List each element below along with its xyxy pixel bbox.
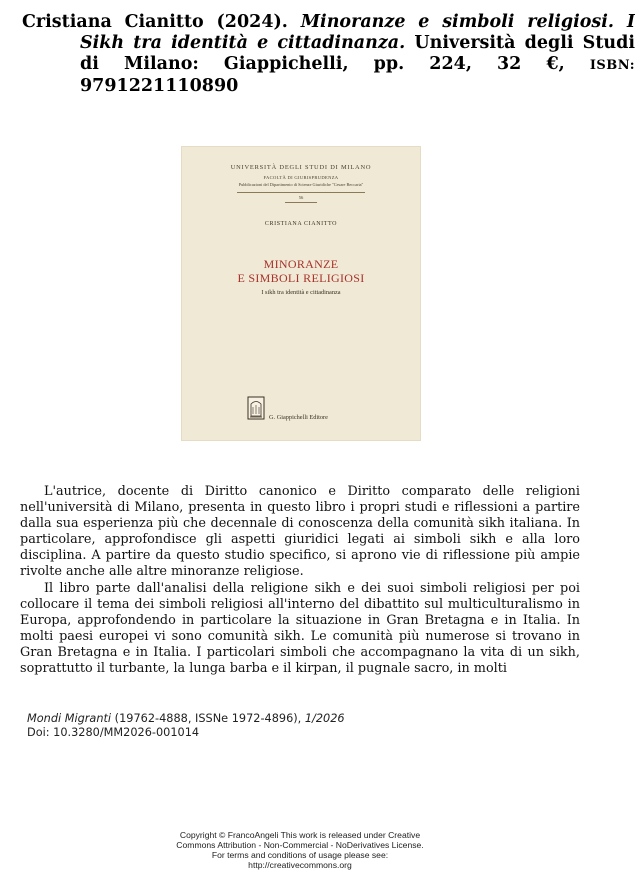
- review-heading: [22, 12, 635, 97]
- review-body: [20, 484, 580, 677]
- cover-faculty: FACOLTÀ DI GIURISPRUDENZA: [263, 175, 339, 180]
- heading-isbn-label: ISBN:: [589, 58, 635, 73]
- heading-book-title: Minoranze e simboli religiosi. I Sikh tra identità e cittadinanza.: [80, 12, 635, 53]
- journal-citation: [27, 712, 567, 740]
- cover-subtitle: I sikh tra identità e cittadinanza: [261, 289, 341, 296]
- copyright-notice: [100, 830, 500, 870]
- cover-title-line2: E SIMBOLI RELIGIOSI: [237, 271, 365, 285]
- cover-university: UNIVERSITÀ DEGLI STUDI DI MILANO: [230, 164, 372, 171]
- journal-issue: 1/2026: [304, 712, 345, 725]
- journal-doi: Doi: 10.3280/MM2026-001014: [27, 726, 200, 739]
- cover-author: CRISTIANA CIANITTO: [264, 221, 338, 227]
- body-paragraph-2: Il libro parte dall'analisi della religione sikh e dei suoi simboli religiosi per poi collocare il tema dei simboli religiosi all'interno del dibattito sul multiculturalismo in Europa, approfondendo in particolare la situazione in Gran Bretagna e in Italia. In molti paesi europei vi sono comunità sikh. Le comunità più numerose si trovano in Gran Bretagna e in Italia. I particolari simboli che accompagnano la vita di un sikh, soprattutto il turbante, la lunga barba e il kirpan, il pugnale sacro, in molti: [20, 580, 580, 677]
- heading-author-year: Cristiana Cianitto (2024).: [22, 12, 288, 32]
- cover-divider-short: [285, 202, 317, 203]
- cover-title-line1: MINORANZE: [263, 257, 339, 271]
- copyright-line-2: Commons Attribution - Non-Commercial - NoDerivatives License.: [176, 840, 424, 850]
- cover-series: Pubblicazioni del Dipartimento di Scienze Giuridiche "Cesare Beccaria": [238, 182, 364, 187]
- heading-publisher: Università degli Studi di Milano: Giappichelli, pp. 224, 32 €,: [80, 33, 635, 74]
- book-cover: [181, 146, 421, 441]
- cover-title: [181, 257, 421, 285]
- heading-isbn: 9791221110890: [80, 76, 239, 96]
- copyright-line-1: Copyright © FrancoAngeli This work is released under Creative: [179, 830, 421, 840]
- copyright-link[interactable]: http://creativecommons.org: [248, 860, 352, 870]
- journal-issn: (19762-4888, ISSNe 1972-4896),: [114, 712, 302, 725]
- journal-name: Mondi Migranti: [27, 712, 112, 725]
- publisher-logo-icon: [247, 396, 265, 420]
- cover-publisher: G. Giappichelli Editore: [269, 414, 328, 421]
- copyright-line-3: For terms and conditions of usage please see:: [211, 850, 389, 860]
- cover-series-number: 56: [298, 195, 304, 200]
- body-paragraph-1: L'autrice, docente di Diritto canonico e Diritto comparato delle religioni nell'università di Milano, presenta in questo libro i propri studi e riflessioni a partire dalla sua esperienza più che decennale di conoscenza della comunità sikh italiana. In particolare, approfondisce gli aspetti giuridici legati ai simboli sikh e alla loro disciplina. A partire da questo studio specifico, si aprono vie di riflessione più ampie rivolte anche alle altre minoranze religiose.: [20, 484, 580, 580]
- cover-divider: [237, 192, 365, 193]
